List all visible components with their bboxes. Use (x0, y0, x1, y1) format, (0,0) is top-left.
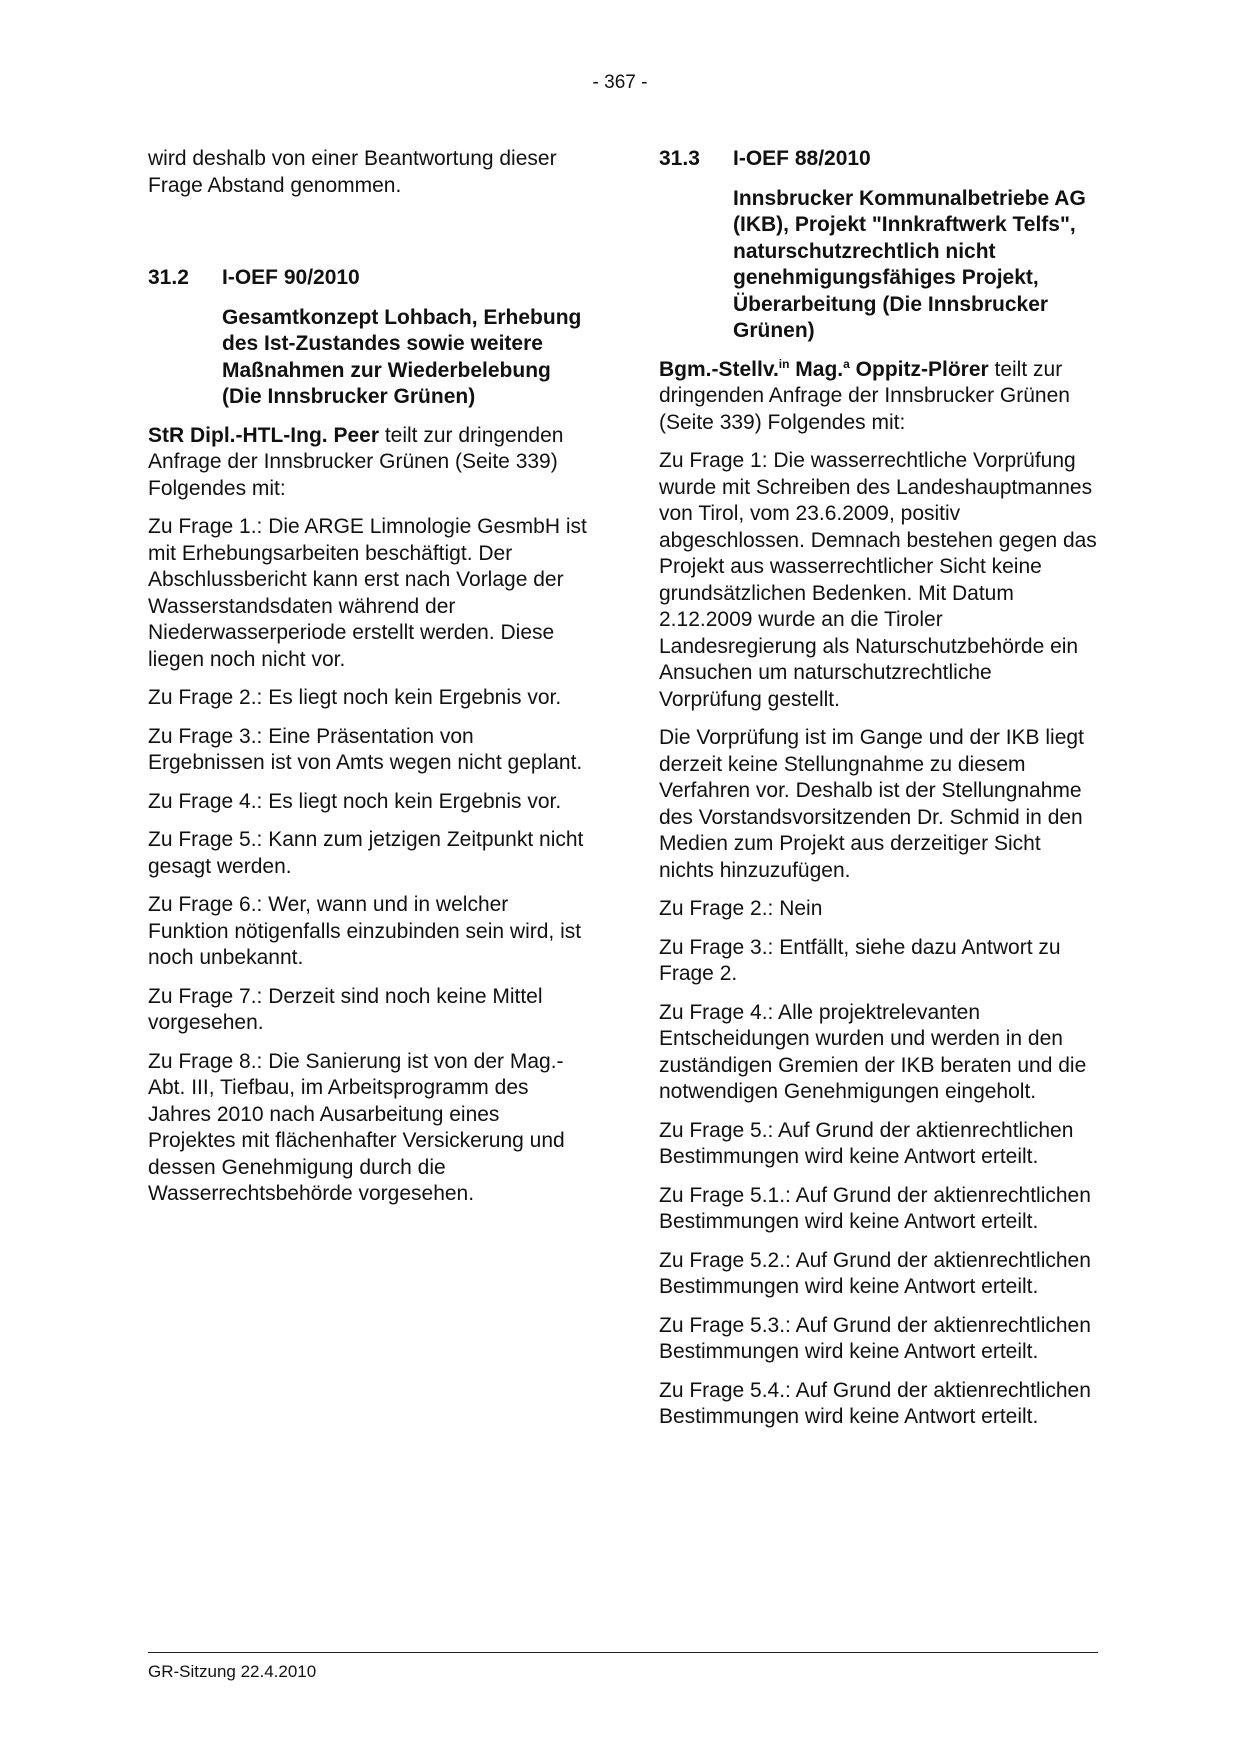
answer-paragraph: Zu Frage 5.3.: Auf Grund der aktienrechtlichen Bestimmungen wird keine Antwort erteilt. (659, 1313, 1091, 1363)
footer-divider (148, 1652, 1098, 1653)
answer-paragraph: Zu Frage 8.: Die Sanierung ist von der Mag.-Abt. III, Tiefbau, im Arbeitsprogramm des Jahres 2010 nach Ausarbeitung eines Projektes mit flächenhafter Versickerung und dessen Genehmigung durch die Wasserrechtsbehörde vorgesehen. (148, 1049, 565, 1205)
answer-paragraph: Zu Frage 5.: Auf Grund der aktienrechtlichen Bestimmungen wird keine Antwort erteilt. (659, 1118, 1074, 1168)
left-column (148, 146, 588, 1220)
answer-paragraph: Zu Frage 3.: Eine Präsentation von Ergebnissen ist von Amts wegen nicht geplant. (148, 724, 583, 774)
section-code: I-OEF 90/2010 (222, 266, 360, 289)
answer-paragraph: Die Vorprüfung ist im Gange und der IKB liegt derzeit keine Stellungnahme zu diesem Verfahren vor. Deshalb ist der Stellungnahme des Vorstandsvorsitzenden Dr. Schmid in den Medien zum Projekt aus derzeitiger Sicht nichts hinzuzufügen. (659, 726, 1084, 882)
speaker-paragraph (148, 423, 588, 503)
answer-paragraph: Zu Frage 4.: Es liegt noch kein Ergebnis vor. (148, 789, 562, 813)
section-code: I-OEF 88/2010 (733, 147, 871, 170)
speaker-paragraph (659, 357, 1099, 437)
answer-paragraph: Zu Frage 5.1.: Auf Grund der aktienrechtlichen Bestimmungen wird keine Antwort erteilt. (659, 1183, 1091, 1233)
answer-paragraph: Zu Frage 2.: Nein (659, 897, 823, 920)
answer-paragraph: Zu Frage 5.2.: Auf Grund der aktienrechtlichen Bestimmungen wird keine Antwort erteilt. (659, 1248, 1091, 1298)
section-number: 31.2 (148, 266, 189, 289)
answer-paragraph: Zu Frage 4.: Alle projektrelevanten Entscheidungen wurden und werden in den zuständigen Gremien der IKB beraten und die notwendigen Genehmigungen eingeholt. (659, 1000, 1087, 1103)
answer-paragraph: Zu Frage 3.: Entfällt, siehe dazu Antwort zu Frage 2. (659, 935, 1061, 985)
section-number: 31.3 (659, 147, 700, 170)
speaker-intro: teilt zur dringenden Anfrage der Innsbrucker Grünen (Seite 339) Folgendes mit: (659, 357, 1070, 434)
section-heading-31-2 (148, 265, 588, 292)
page-number: - 367 - (592, 72, 648, 93)
footer-session-date: GR-Sitzung 22.4.2010 (148, 1662, 317, 1681)
intro-paragraph: wird deshalb von einer Beantwortung dieser Frage Abstand genommen. (148, 147, 557, 197)
answer-paragraph: Zu Frage 2.: Es liegt noch kein Ergebnis vor. (148, 686, 562, 709)
speaker-name: Bgm.-Stellv.$^{in}$ Mag.$^a$ Oppitz-Plörer (659, 356, 989, 381)
answer-paragraph: Zu Frage 5.4.: Auf Grund der aktienrechtlichen Bestimmungen wird keine Antwort erteilt. (659, 1378, 1091, 1428)
answer-paragraph: Zu Frage 6.: Wer, wann und in welcher Funktion nötigenfalls einzubinden sein wird, ist noch unbekannt. (148, 893, 582, 969)
right-column (659, 146, 1099, 1443)
speaker-intro: teilt zur dringenden Anfrage der Innsbrucker Grünen (Seite 339) Folgendes mit: (148, 423, 564, 500)
answer-paragraph: Zu Frage 1.: Die ARGE Limnologie GesmbH ist mit Erhebungsarbeiten beschäftigt. Der Abschlussbericht kann erst nach Vorlage der Wasserstandsdaten während der Niederwasserperiode erstellt werden. Diese liegen noch nicht vor. (148, 515, 587, 671)
section-title: Innsbrucker Kommunalbetriebe AG (IKB), Projekt "Innkraftwerk Telfs", naturschutzrechtlich nicht genehmigungsfähiges Projekt, Überarbeitung (Die Innsbrucker Grünen) (733, 186, 1086, 342)
answer-paragraph: Zu Frage 1: Die wasserrechtliche Vorprüfung wurde mit Schreiben des Landeshauptmannes von Tirol, vom 23.6.2009, positiv abgeschlossen. Demnach bestehen gegen das Projekt aus wasserrechtlicher Sicht keine grundsätzlichen Bedenken. Mit Datum 2.12.2009 wurde an die Tiroler Landesregierung als Naturschutzbehörde ein Ansuchen um naturschutzrechtliche Vorprüfung gestellt. (659, 449, 1097, 711)
section-title: Gesamtkonzept Lohbach, Erhebung des Ist-Zustandes sowie weitere Maßnahmen zur Wiederbelebung (Die Innsbrucker Grünen) (222, 305, 582, 408)
section-heading-31-3 (659, 146, 1099, 173)
answer-paragraph: Zu Frage 5.: Kann zum jetzigen Zeitpunkt nicht gesagt werden. (148, 828, 584, 878)
speaker-name: StR Dipl.-HTL-Ing. Peer (148, 423, 379, 447)
answer-paragraph: Zu Frage 7.: Derzeit sind noch keine Mittel vorgesehen. (148, 984, 543, 1034)
